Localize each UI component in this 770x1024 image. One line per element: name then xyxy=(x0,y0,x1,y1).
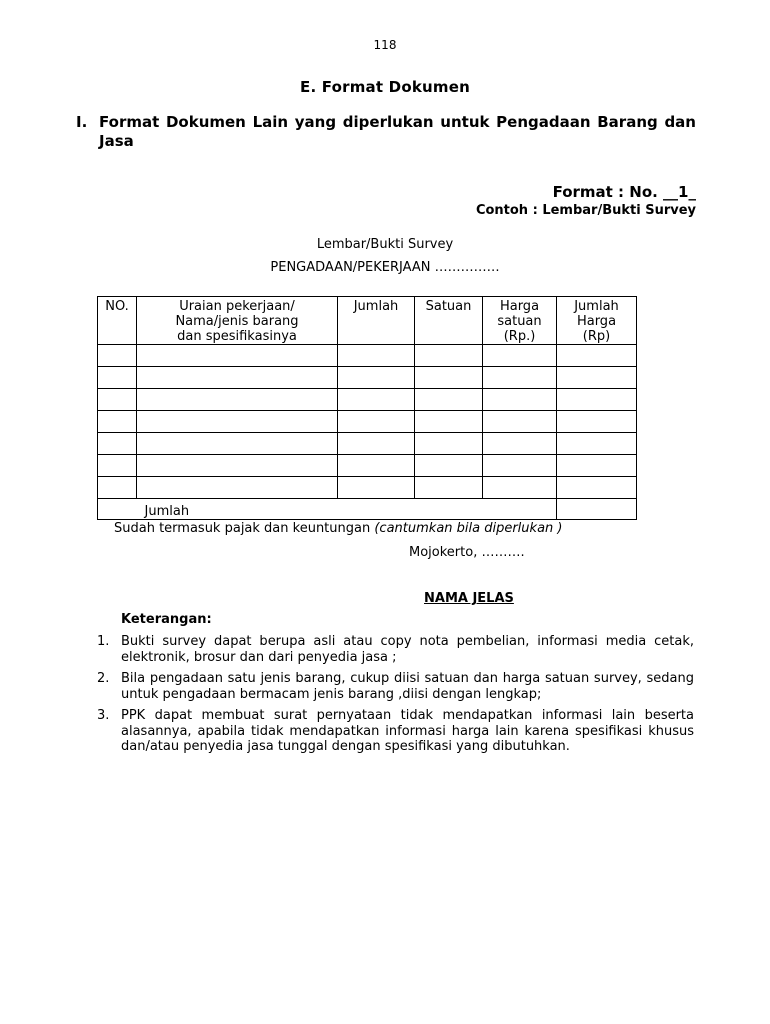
note-text: Bukti survey dapat berupa asli atau copy nota pembelian, informasi media cetak, elektronik, brosur dan dari penyedia jasa ; xyxy=(121,634,694,665)
signature-name: NAMA JELAS xyxy=(424,591,514,606)
document-subtitle: PENGADAAN/PEKERJAAN …………… xyxy=(270,260,500,275)
table-row xyxy=(98,367,637,389)
notes-list xyxy=(97,634,694,761)
table-total-row xyxy=(98,499,637,520)
notes-title: Keterangan: xyxy=(121,612,212,627)
table-row xyxy=(98,433,637,455)
note-number: 1. xyxy=(97,634,110,649)
header-jumlah-harga: Jumlah Harga (Rp) xyxy=(557,297,637,345)
heading-number: I. xyxy=(76,113,88,131)
table-row xyxy=(98,389,637,411)
header-uraian: Uraian pekerjaan/ Nama/jenis barang dan spesifikasinya xyxy=(137,297,338,345)
note-number: 3. xyxy=(97,708,110,723)
heading xyxy=(76,113,696,151)
survey-table xyxy=(97,296,637,520)
list-item xyxy=(97,708,694,755)
note-text: PPK dapat membuat surat pernyataan tidak mendapatkan informasi lain beserta alasannya, apabila tidak mendapatkan informasi harga lain karena spesifikasi khusus dan/atau penyedia jasa tunggal dengan spesifikasi yang dibutuhkan. xyxy=(121,708,694,754)
document-title: Lembar/Bukti Survey xyxy=(316,237,454,252)
heading-text: Format Dokumen Lain yang diperlukan untuk Pengadaan Barang dan Jasa xyxy=(99,113,696,150)
table-header-row xyxy=(98,297,637,345)
table-row xyxy=(98,345,637,367)
header-satuan: Satuan xyxy=(415,297,483,345)
header-no: NO. xyxy=(98,297,137,345)
place-date: Mojokerto, ………. xyxy=(409,545,525,560)
format-number: Format : No. __1_ xyxy=(552,183,696,201)
table-row xyxy=(98,455,637,477)
header-jumlah: Jumlah xyxy=(338,297,415,345)
table-row xyxy=(98,411,637,433)
tax-note-italic: (cantumkan bila diperlukan ) xyxy=(374,521,563,536)
list-item xyxy=(97,634,694,665)
table-row xyxy=(98,477,637,499)
tax-note-text: Sudah termasuk pajak dan keuntungan xyxy=(114,521,375,536)
total-label: Jumlah xyxy=(137,499,557,520)
header-harga-satuan: Harga satuan (Rp.) xyxy=(483,297,557,345)
list-item xyxy=(97,671,694,702)
section-title: E. Format Dokumen xyxy=(300,78,470,96)
page-number: 118 xyxy=(373,38,397,52)
example-label: Contoh : Lembar/Bukti Survey xyxy=(475,203,696,218)
note-number: 2. xyxy=(97,671,110,686)
tax-note xyxy=(114,521,562,536)
note-text: Bila pengadaan satu jenis barang, cukup diisi satuan dan harga satuan survey, sedang untuk pengadaan bermacam jenis barang ,diisi dengan lengkap; xyxy=(121,671,694,702)
